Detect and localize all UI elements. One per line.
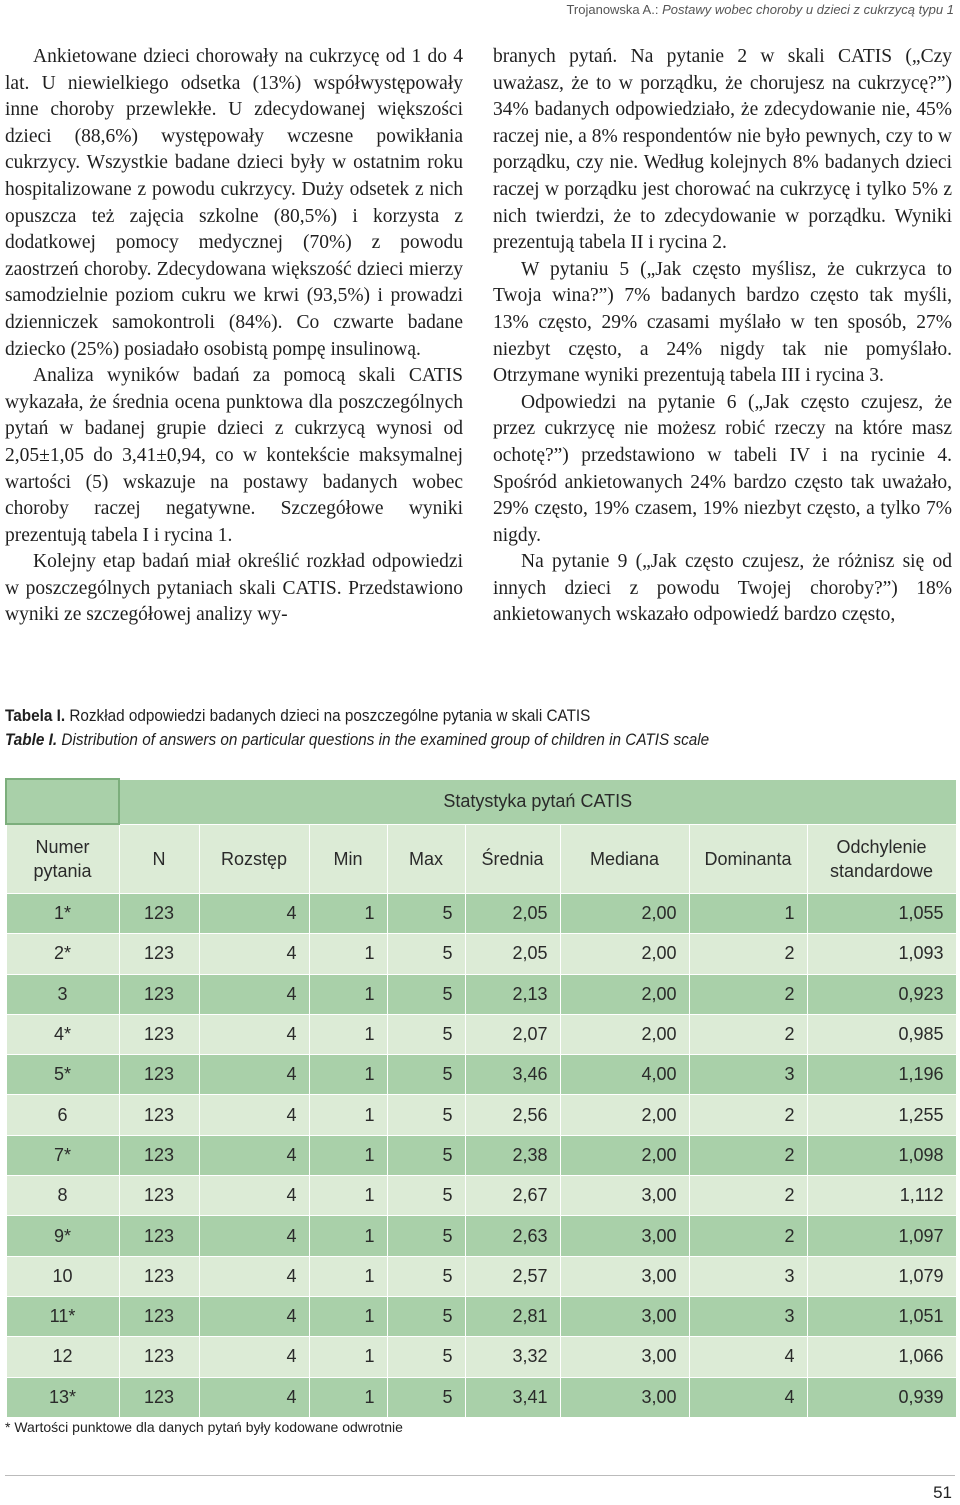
cell-mode: 2 (689, 1216, 807, 1256)
column-header-mean: Średnia (465, 824, 560, 894)
table-row (6, 1337, 956, 1377)
cell-standard-deviation: 1,093 (807, 934, 956, 974)
cell-range: 4 (199, 1337, 309, 1377)
cell-n: 123 (119, 1296, 199, 1336)
table-row (6, 894, 956, 934)
cell-mean: 2,05 (465, 934, 560, 974)
cell-max: 5 (387, 1377, 465, 1417)
cell-standard-deviation: 0,985 (807, 1014, 956, 1054)
cell-mode: 2 (689, 1176, 807, 1216)
table-row (6, 1135, 956, 1175)
cell-n: 123 (119, 934, 199, 974)
cell-range: 4 (199, 1095, 309, 1135)
table-row (6, 1256, 956, 1296)
cell-max: 5 (387, 1176, 465, 1216)
cell-n: 123 (119, 1176, 199, 1216)
paragraph: W pytaniu 5 („Jak często myślisz, że cukrzyca to Twoja wina?”) 7% badanych bardzo często tak myśli, 13% często, 29% czasami myślało w ten sposób, 27% niezbyt często, a 24% nigdy tak nie pomyślało. Otrzymane wyniki prezentują tabela III i rycina 3. (493, 258, 952, 387)
column-header-n: N (119, 824, 199, 894)
cell-n: 123 (119, 1377, 199, 1417)
cell-question-number: 9* (6, 1216, 119, 1256)
cell-min: 1 (309, 1176, 387, 1216)
cell-mode: 2 (689, 1095, 807, 1135)
cell-standard-deviation: 1,255 (807, 1095, 956, 1135)
cell-question-number: 1* (6, 894, 119, 934)
cell-range: 4 (199, 1216, 309, 1256)
cell-question-number: 8 (6, 1176, 119, 1216)
cell-n: 123 (119, 1014, 199, 1054)
cell-range: 4 (199, 934, 309, 974)
cell-min: 1 (309, 1296, 387, 1336)
footer-divider (5, 1475, 955, 1476)
cell-max: 5 (387, 934, 465, 974)
cell-mode: 2 (689, 1014, 807, 1054)
table-row (6, 1296, 956, 1336)
cell-question-number: 11* (6, 1296, 119, 1336)
left-column (5, 44, 463, 629)
cell-max: 5 (387, 1014, 465, 1054)
column-header-median: Mediana (560, 824, 689, 894)
cell-standard-deviation: 1,055 (807, 894, 956, 934)
cell-median: 2,00 (560, 894, 689, 934)
cell-min: 1 (309, 1337, 387, 1377)
cell-range: 4 (199, 1256, 309, 1296)
right-column (493, 44, 952, 629)
cell-max: 5 (387, 894, 465, 934)
cell-median: 3,00 (560, 1337, 689, 1377)
cell-n: 123 (119, 1216, 199, 1256)
paragraph: Analiza wyników badań za pomocą skali CATIS wykazała, że średnia ocena punktowa dla poszczególnych pytań w badanej grupie dzieci z cukrzycą wynosi od 2,05±1,05 do 3,41±0,94, co w kontekście maksymalnej wartości (5) wskazuje na postawy badanych wobec choroby raczej negatywne. Szczegółowe wyniki prezentują tabela I i rycina 1. (5, 365, 463, 546)
cell-range: 4 (199, 1135, 309, 1175)
column-header-range: Rozstęp (199, 824, 309, 894)
cell-median: 2,00 (560, 1135, 689, 1175)
cell-min: 1 (309, 1055, 387, 1095)
cell-n: 123 (119, 1337, 199, 1377)
cell-min: 1 (309, 1095, 387, 1135)
cell-question-number: 2* (6, 934, 119, 974)
cell-median: 4,00 (560, 1055, 689, 1095)
cell-median: 2,00 (560, 1095, 689, 1135)
running-head-title: Postawy wobec choroby u dzieci z cukrzycą typu 1 (662, 2, 954, 17)
cell-standard-deviation: 1,196 (807, 1055, 956, 1095)
cell-min: 1 (309, 934, 387, 974)
cell-mean: 2,57 (465, 1256, 560, 1296)
table-row (6, 974, 956, 1014)
cell-standard-deviation: 0,939 (807, 1377, 956, 1417)
cell-range: 4 (199, 894, 309, 934)
cell-n: 123 (119, 1095, 199, 1135)
cell-standard-deviation: 1,079 (807, 1256, 956, 1296)
cell-range: 4 (199, 1055, 309, 1095)
cell-median: 3,00 (560, 1176, 689, 1216)
cell-median: 2,00 (560, 934, 689, 974)
cell-median: 3,00 (560, 1377, 689, 1417)
cell-mean: 3,41 (465, 1377, 560, 1417)
paragraph: Kolejny etap badań miał określić rozkład odpowiedzi w poszczególnych pytaniach skali CATIS. Przedstawiono wyniki ze szczegółowej analizy wy- (5, 551, 463, 626)
cell-question-number: 3 (6, 974, 119, 1014)
cell-n: 123 (119, 974, 199, 1014)
cell-mode: 1 (689, 894, 807, 934)
cell-range: 4 (199, 1014, 309, 1054)
cell-mode: 3 (689, 1296, 807, 1336)
paragraph: branych pytań. Na pytanie 2 w skali CATIS („Czy uważasz, że to w porządku, że chorujesz na cukrzycę?”) 34% badanych odpowiedziało, że zdecydowanie nie, 45% raczej nie, a 8% respondentów nie było pewnych, czy to w porządku, czy nie. Według kolejnych 8% badanych dzieci raczej w porządku jest chorować na cukrzycę i tylko 5% z nich twierdzi, że to zdecydowanie w porządku. Wyniki prezentują tabela II i rycina 2. (493, 46, 952, 254)
cell-min: 1 (309, 894, 387, 934)
cell-mode: 3 (689, 1055, 807, 1095)
column-header-max: Max (387, 824, 465, 894)
cell-n: 123 (119, 1135, 199, 1175)
cell-standard-deviation: 0,923 (807, 974, 956, 1014)
cell-n: 123 (119, 1256, 199, 1296)
cell-median: 3,00 (560, 1216, 689, 1256)
header-empty-cell (6, 779, 119, 824)
cell-min: 1 (309, 1135, 387, 1175)
cell-min: 1 (309, 1216, 387, 1256)
cell-min: 1 (309, 1256, 387, 1296)
cell-max: 5 (387, 1095, 465, 1135)
cell-mode: 2 (689, 974, 807, 1014)
table-caption (5, 704, 709, 752)
caption-polish-text: Rozkład odpowiedzi badanych dzieci na poszczególne pytania w skali CATIS (65, 706, 591, 725)
table-row (6, 1095, 956, 1135)
cell-mean: 2,56 (465, 1095, 560, 1135)
cell-mode: 4 (689, 1377, 807, 1417)
cell-standard-deviation: 1,097 (807, 1216, 956, 1256)
table-body (6, 894, 956, 1418)
table-row (6, 1216, 956, 1256)
cell-standard-deviation: 1,098 (807, 1135, 956, 1175)
cell-median: 2,00 (560, 974, 689, 1014)
cell-n: 123 (119, 894, 199, 934)
cell-mean: 2,81 (465, 1296, 560, 1336)
cell-mode: 2 (689, 1135, 807, 1175)
cell-standard-deviation: 1,112 (807, 1176, 956, 1216)
cell-n: 123 (119, 1055, 199, 1095)
column-header-min: Min (309, 824, 387, 894)
cell-range: 4 (199, 1377, 309, 1417)
caption-english-label: Table I. (5, 730, 58, 749)
catis-statistics-table (5, 778, 957, 1418)
cell-max: 5 (387, 1135, 465, 1175)
table-group-header: Statystyka pytań CATIS (119, 779, 956, 824)
caption-english-text: Distribution of answers on particular questions in the examined group of children in CATIS scale (57, 730, 710, 749)
cell-mean: 2,63 (465, 1216, 560, 1256)
cell-mean: 3,32 (465, 1337, 560, 1377)
cell-mode: 2 (689, 934, 807, 974)
column-header-question-number: Numer pytania (6, 824, 119, 894)
cell-question-number: 12 (6, 1337, 119, 1377)
cell-range: 4 (199, 974, 309, 1014)
table-footnote: * Wartości punktowe dla danych pytań były kodowane odwrotnie (5, 1419, 403, 1435)
caption-english (5, 728, 709, 752)
cell-question-number: 4* (6, 1014, 119, 1054)
page-number: 51 (933, 1483, 952, 1502)
paragraph: Odpowiedzi na pytanie 6 („Jak często czujesz, że przez cukrzycę nie możesz robić rzeczy na które masz ochotę?”) przedstawiono w tabeli IV i na rycinie 4. Spośród ankietowanych 24% bardzo często tak uważało, 29% często, 19% czasem, 19% niezbyt często, a tylko 7% nigdy. (493, 391, 952, 546)
cell-question-number: 10 (6, 1256, 119, 1296)
cell-mean: 2,38 (465, 1135, 560, 1175)
table-row (6, 1014, 956, 1054)
column-header-mode: Dominanta (689, 824, 807, 894)
cell-question-number: 5* (6, 1055, 119, 1095)
paragraph: Na pytanie 9 („Jak często czujesz, że różnisz się od innych dzieci z powodu Twojej choroby?”) 18% ankietowanych wskazało odpowiedź bardzo często, (493, 551, 952, 626)
cell-median: 3,00 (560, 1296, 689, 1336)
caption-polish-label: Tabela I. (5, 706, 66, 725)
cell-range: 4 (199, 1296, 309, 1336)
cell-question-number: 7* (6, 1135, 119, 1175)
cell-question-number: 13* (6, 1377, 119, 1417)
cell-mode: 4 (689, 1337, 807, 1377)
cell-max: 5 (387, 1296, 465, 1336)
cell-range: 4 (199, 1176, 309, 1216)
cell-max: 5 (387, 1337, 465, 1377)
cell-max: 5 (387, 1216, 465, 1256)
table-row (6, 1377, 956, 1417)
table-row (6, 1176, 956, 1216)
cell-mean: 3,46 (465, 1055, 560, 1095)
cell-min: 1 (309, 1014, 387, 1054)
cell-standard-deviation: 1,066 (807, 1337, 956, 1377)
cell-mode: 3 (689, 1256, 807, 1296)
table-row (6, 934, 956, 974)
cell-mean: 2,07 (465, 1014, 560, 1054)
cell-max: 5 (387, 1256, 465, 1296)
cell-max: 5 (387, 974, 465, 1014)
caption-polish (5, 704, 709, 728)
cell-median: 3,00 (560, 1256, 689, 1296)
table-row (6, 1055, 956, 1095)
cell-median: 2,00 (560, 1014, 689, 1054)
cell-standard-deviation: 1,051 (807, 1296, 956, 1336)
running-head (566, 2, 954, 17)
cell-min: 1 (309, 974, 387, 1014)
cell-mean: 2,05 (465, 894, 560, 934)
paragraph: Ankietowane dzieci chorowały na cukrzycę od 1 do 4 lat. U niewielkiego odsetka (13%) współwystępowały inne choroby przewlekłe. U zdecydowanej większości dzieci (88,6%) występowały wczesne powikłania cukrzycy. Wszystkie badane dzieci były w ostatnim roku hospitalizowane z powodu cukrzycy. Duży odsetek z nich opuszcza też zajęcia szkolne (80,5%) i korzysta z dodatkowej pomocy medycznej (70%) z powodu zaostrzeń choroby. Zdecydowana większość dzieci mierzy samodzielnie poziom cukru we krwi (93,5%) i prowadzi dzienniczek samokontroli (84%). Co czwarte badane dziecko (25%) posiadało osobistą pompę insulinową. (5, 46, 463, 360)
column-header-standard-deviation: Odchylenie standardowe (807, 824, 956, 894)
cell-question-number: 6 (6, 1095, 119, 1135)
cell-max: 5 (387, 1055, 465, 1095)
running-head-author: Trojanowska A.: (566, 2, 663, 17)
cell-mean: 2,13 (465, 974, 560, 1014)
cell-mean: 2,67 (465, 1176, 560, 1216)
cell-min: 1 (309, 1377, 387, 1417)
